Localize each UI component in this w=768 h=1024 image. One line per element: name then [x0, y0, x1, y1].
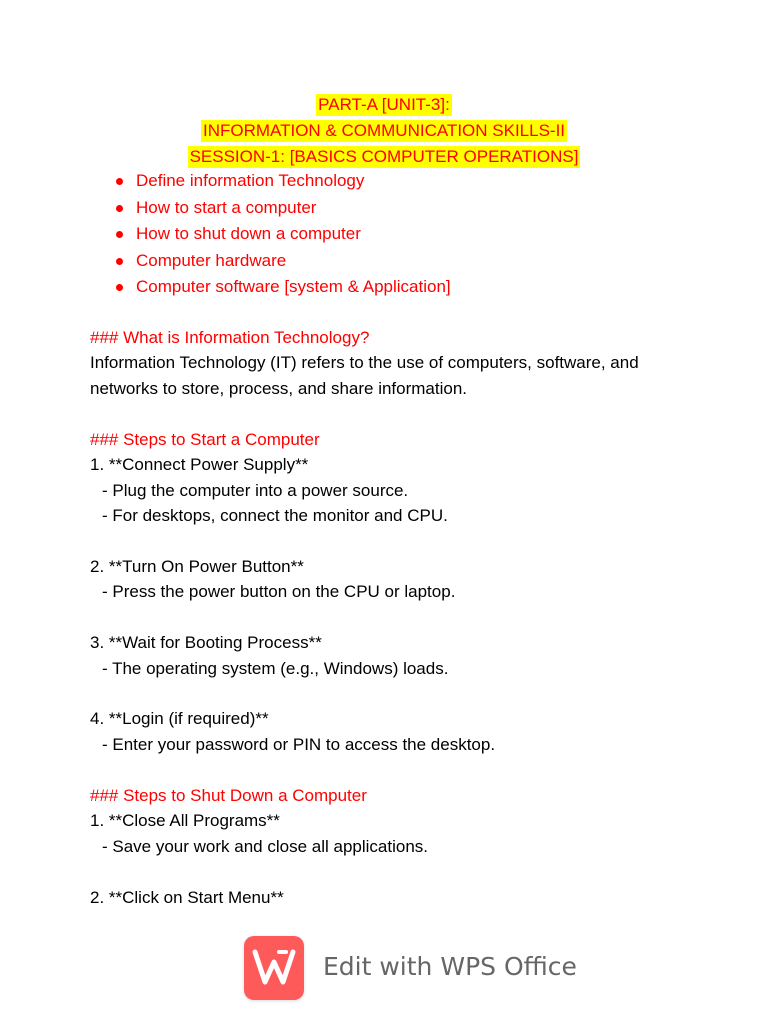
step-detail: - Save your work and close all applications.	[102, 836, 428, 856]
paragraph-line: networks to store, process, and share information.	[90, 378, 468, 398]
bullet-icon	[116, 284, 123, 291]
step-title: 4. **Login (if required)**	[90, 709, 269, 729]
header-part-title: PART-A [UNIT-3]:	[318, 95, 450, 114]
step-detail: - Plug the computer into a power source.	[102, 480, 409, 500]
bullet-icon	[116, 178, 123, 185]
start-section	[90, 427, 710, 757]
wps-w-logo-icon[interactable]	[244, 936, 304, 1000]
step-title: 2. **Click on Start Menu**	[90, 887, 284, 907]
paragraph-line: Information Technology (IT) refers to the use of computers, software, and	[90, 353, 639, 373]
wps-banner-label[interactable]: Edit with WPS Office	[323, 952, 577, 981]
bullet-icon	[116, 231, 123, 238]
section-heading: ### Steps to Start a Computer	[90, 430, 320, 449]
step-title: 3. **Wait for Booting Process**	[90, 633, 322, 653]
step-title: 1. **Connect Power Supply**	[90, 455, 309, 475]
section-heading: ### Steps to Shut Down a Computer	[90, 786, 367, 805]
document-header	[0, 92, 768, 170]
section-heading: ### What is Information Technology?	[90, 328, 370, 347]
bullet-icon	[116, 258, 123, 265]
step-title: 1. **Close All Programs**	[90, 811, 280, 831]
list-item: Define information Technology	[112, 168, 451, 195]
header-session-title: SESSION-1: [BASICS COMPUTER OPERATIONS]	[189, 147, 579, 166]
list-item: How to start a computer	[112, 195, 451, 222]
step-detail: - Enter your password or PIN to access the desktop.	[102, 734, 496, 754]
topic-list	[112, 168, 451, 301]
list-item: How to shut down a computer	[112, 221, 451, 248]
it-section	[90, 325, 710, 401]
list-item: Computer software [system & Application]	[112, 274, 451, 301]
step-detail: - Press the power button on the CPU or laptop.	[102, 582, 456, 602]
step-detail: - The operating system (e.g., Windows) loads.	[102, 658, 449, 678]
step-title: 2. **Turn On Power Button**	[90, 557, 304, 577]
shutdown-section	[90, 783, 710, 910]
step-detail: - For desktops, connect the monitor and CPU.	[102, 506, 448, 526]
list-item: Computer hardware	[112, 248, 451, 275]
bullet-icon	[116, 205, 123, 212]
header-subject-title: INFORMATION & COMMUNICATION SKILLS-II	[202, 121, 566, 140]
edit-with-wps-banner[interactable]	[244, 936, 577, 1000]
